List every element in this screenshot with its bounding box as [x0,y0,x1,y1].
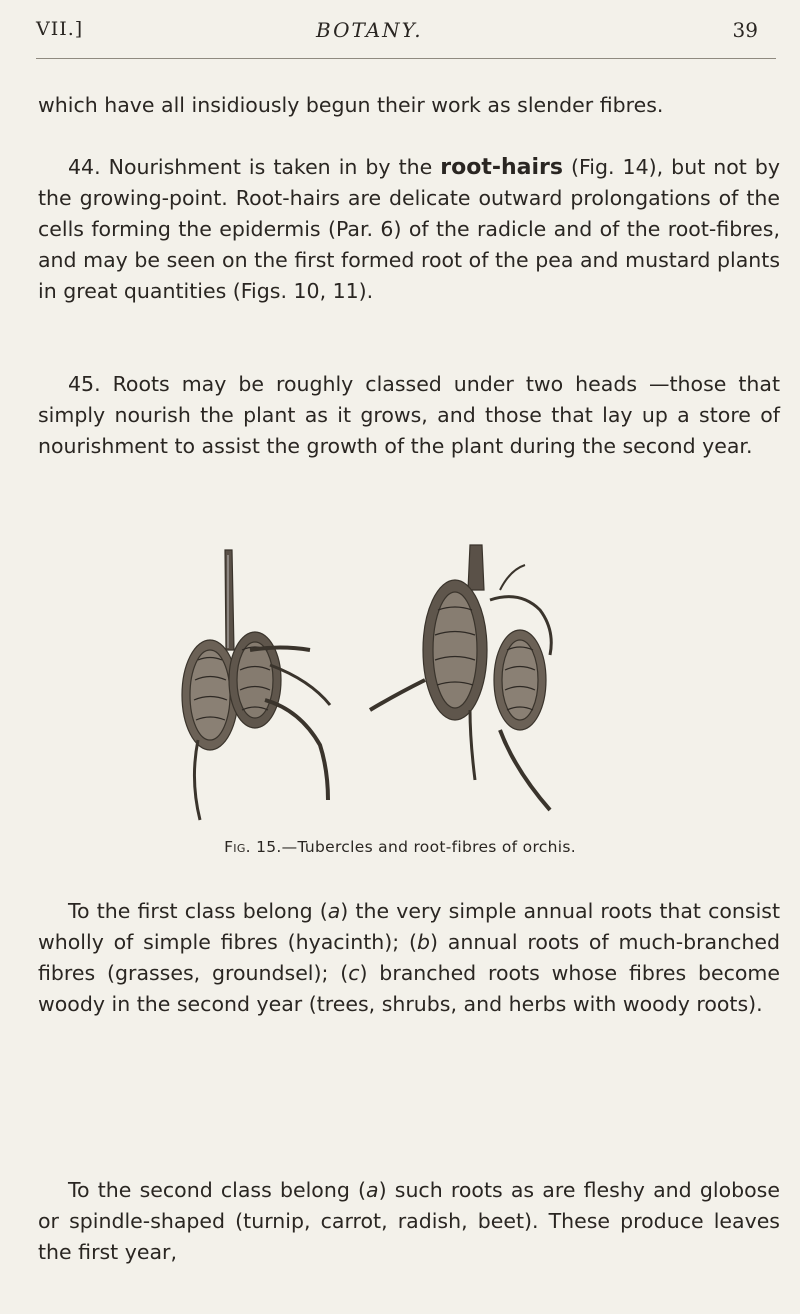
paragraph-text: (Fig. 14), but not by the growing-point. Root-hairs are delicate outward prolongations of the cells forming the epidermis (Par. 6) of the radicle and of the root-fibres, and may be seen on the first formed root of the pea and mustard plants in great quantities (Figs. 10, 11). [38,155,780,303]
figure-caption [0,838,800,856]
paragraph-text: ) branched roots whose fibres become woody in the second year (trees, shrubs, and herbs with woody roots). [38,961,780,1016]
page-number: 39 [732,18,758,42]
bold-term: root-hairs [440,155,563,180]
item-letter: c [348,961,360,985]
paragraph-second-class [38,1175,780,1268]
figure-label: Fig. 15. [224,838,282,856]
header-rule [36,58,776,59]
item-letter: a [327,899,341,923]
paragraph-continuation [38,90,780,121]
paragraph-45 [38,369,780,462]
paragraph-text: ) annual roots of much-branched fibres (grasses, groundsel); ( [38,930,780,985]
item-letter: a [366,1178,379,1202]
paragraph-text: 45. Roots may be roughly classed under two heads —those that simply nourish the plant as it grows, and those that lay up a store of nourishment to assist the growth of the plant during the second year. [38,372,780,458]
paragraph-text: ) such roots as are fleshy and globose or spindle-shaped (turnip, carrot, radish, beet). These produce leaves the first year, [38,1178,780,1264]
paragraph-text: which have all insidiously begun their work as slender fibres. [38,93,664,117]
caption-text: —Tubercles and root-fibres of orchis. [281,838,576,856]
running-header [36,18,780,52]
paragraph-text: 44. Nourishment is taken in by the [68,155,441,179]
paragraph-text: To the second class belong ( [68,1178,367,1202]
orchis-illustration [170,530,610,830]
paragraph-44 [38,152,780,307]
paragraph-text: ) the very simple annual roots that consist wholly of simple fibres (hyacinth); ( [38,899,780,954]
item-letter: b [416,930,430,954]
paragraph-text: To the first class belong ( [68,899,328,923]
running-title: BOTANY. [316,18,423,42]
chapter-marker: VII.] [36,18,84,40]
paragraph-first-class [38,896,780,1020]
